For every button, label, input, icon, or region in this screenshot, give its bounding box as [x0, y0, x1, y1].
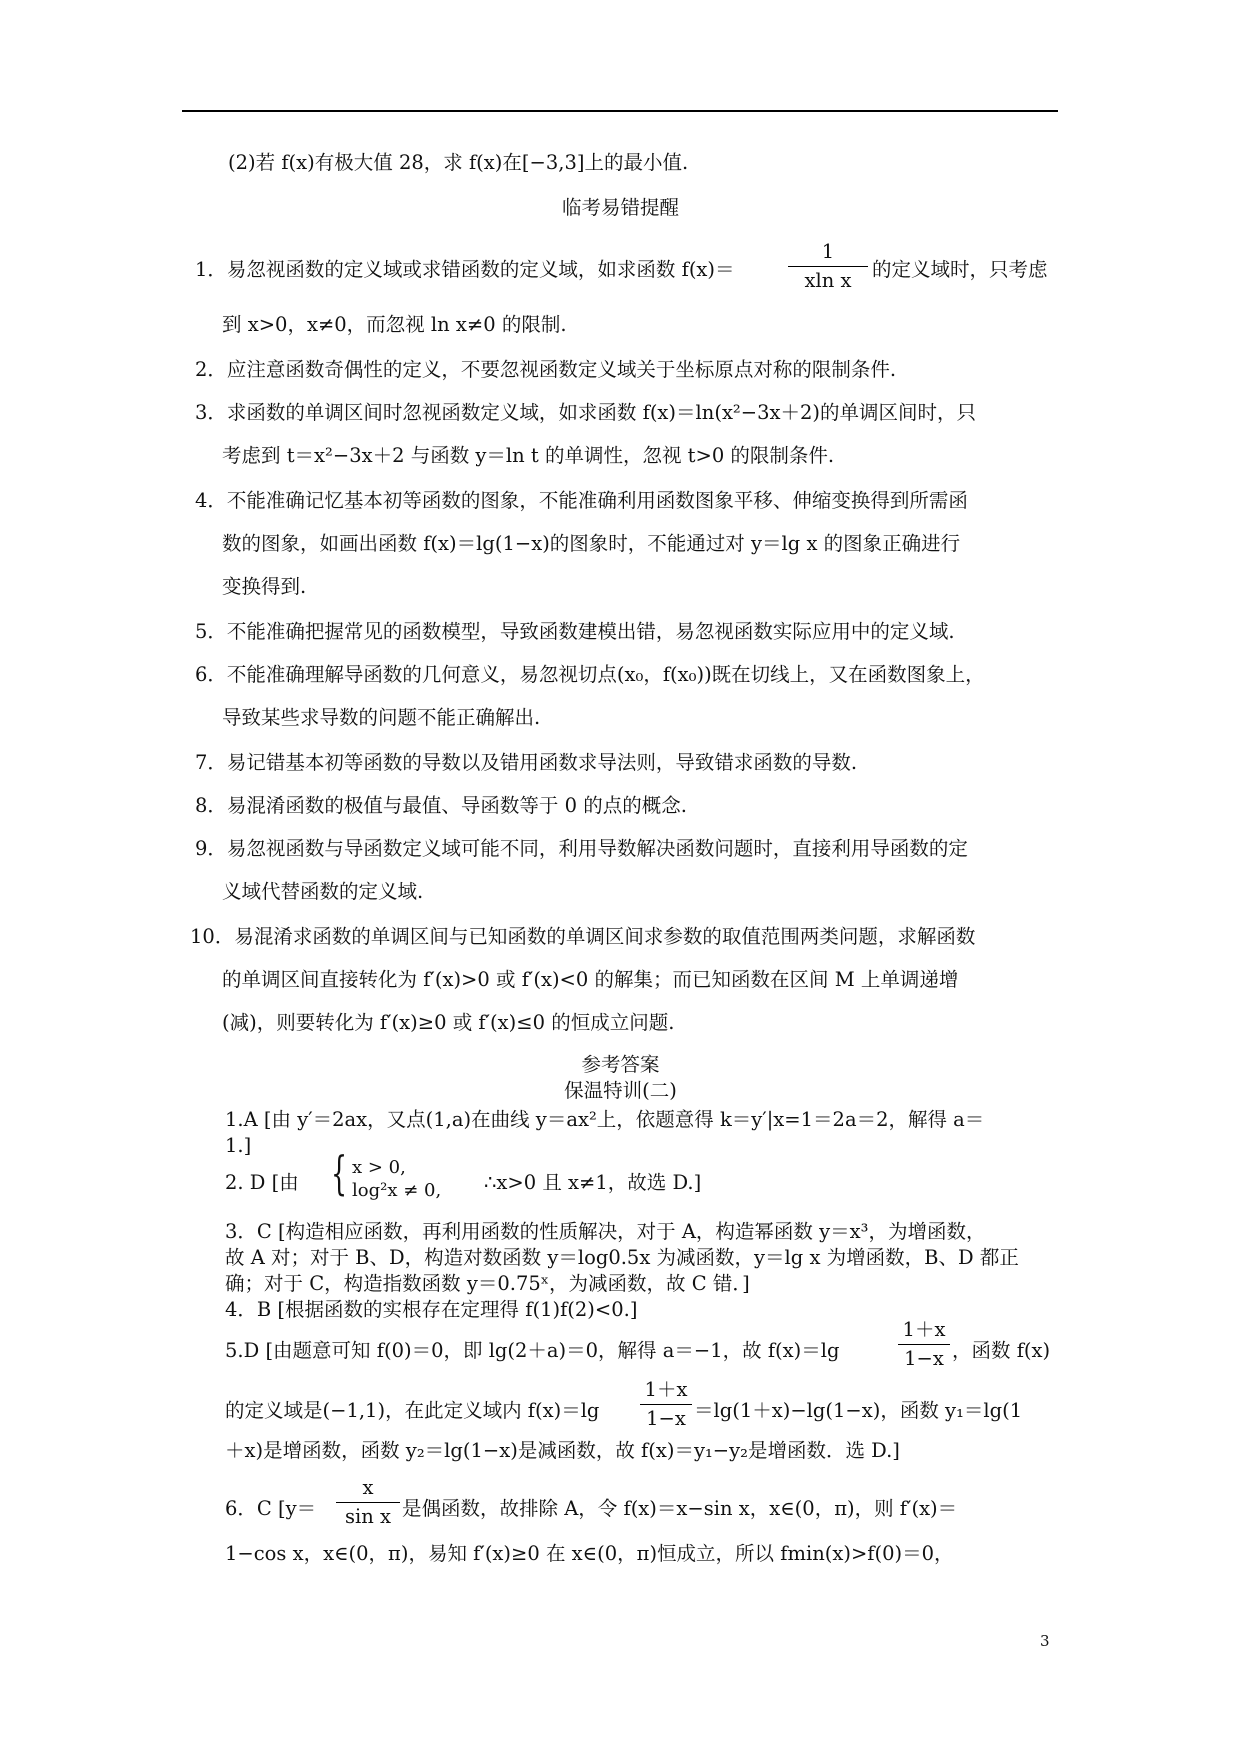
section-subtitle: 保温特训(二) — [564, 1079, 677, 1102]
answer-5-line-2: 的定义域是(−1,1)，在此定义域内 f(x)＝lg — [225, 1399, 600, 1422]
section-title-answers: 参考答案 — [581, 1053, 660, 1076]
item-10-line-2: 的单调区间直接转化为 f′(x)>0 或 f′(x)<0 的解集；而已知函数在区间 M 上单调递增 — [222, 968, 959, 991]
item-1-line-1b: 的定义域时，只考虑 — [872, 258, 1048, 281]
answer-2-label: 2. D [由 — [225, 1171, 299, 1194]
fraction-1px-over-1mx-2 — [640, 1378, 692, 1431]
fraction-1-over-xlnx — [788, 240, 868, 293]
answer-5-line-1-tail: ，函数 f(x) — [952, 1339, 1051, 1362]
item-4-line-1: 4．不能准确记忆基本初等函数的图象，不能准确利用函数图象平移、伸缩变换得到所需函 — [195, 489, 968, 512]
item-3-line-1: 3．求函数的单调区间时忽视函数定义域，如求函数 f(x)＝ln(x²−3x＋2)的单调区间时，只 — [195, 401, 977, 424]
fraction-bar — [336, 1502, 400, 1503]
answer-3-line-1: 3．C [构造相应函数，再利用函数的性质解决，对于 A，构造幂函数 y＝x³，为增函数， — [225, 1220, 986, 1243]
fraction-numerator: x — [362, 1476, 374, 1499]
item-9-line-2: 义域代替函数的定义域. — [222, 880, 424, 903]
answer-6-line-1: 6．C [y＝ — [225, 1497, 317, 1520]
fraction-denominator: xln x — [804, 269, 852, 292]
fraction-bar — [788, 266, 868, 267]
item-10-line-1: 10．易混淆求函数的单调区间与已知函数的单调区间求参数的取值范围两类问题，求解函数 — [190, 925, 976, 948]
question-part-2: (2)若 f(x)有极大值 28，求 f(x)在[−3,3]上的最小值. — [228, 151, 689, 174]
item-4-line-2: 数的图象，如画出函数 f(x)＝lg(1−x)的图象时，不能通过对 y＝lg x 的图象正确进行 — [222, 532, 961, 555]
fraction-x-over-sinx — [336, 1476, 400, 1529]
item-6-line-2: 导致某些求导数的问题不能正确解出. — [222, 706, 541, 729]
item-10-line-3: (减)，则要转化为 f′(x)≥0 或 f′(x)≤0 的恒成立问题. — [222, 1011, 675, 1034]
item-6-line-1: 6．不能准确理解导函数的几何意义，易忽视切点(x₀，f(x₀))既在切线上，又在函数图象上， — [195, 663, 985, 686]
answer-3-line-2: 故 A 对；对于 B、D，构造对数函数 y＝log0.5x 为减函数，y＝lg x 为增函数，B、D 都正 — [225, 1246, 1019, 1269]
section-title-mistakes: 临考易错提醒 — [561, 196, 679, 219]
fraction-numerator: 1＋x — [902, 1318, 946, 1341]
header-rule — [182, 110, 1058, 112]
fraction-1px-over-1mx — [898, 1318, 950, 1371]
item-9-line-1: 9．易忽视函数与导函数定义域可能不同，利用导数解决函数问题时，直接利用导函数的定 — [195, 837, 968, 860]
item-5: 5．不能准确把握常见的函数模型，导致函数建模出错，易忽视函数实际应用中的定义域. — [195, 620, 955, 643]
fraction-denominator: sin x — [345, 1505, 391, 1528]
answer-1-line-2: 1.] — [225, 1134, 252, 1157]
item-1-line-2: 到 x>0，x≠0，而忽视 ln x≠0 的限制. — [222, 313, 567, 336]
answer-2-tail: ∴x>0 且 x≠1，故选 D.] — [484, 1171, 702, 1194]
answer-5-line-1: 5.D [由题意可知 f(0)＝0，即 lg(2＋a)＝0，解得 a＝−1，故 f(x)＝lg — [225, 1339, 840, 1362]
item-1-line-1a: 1．易忽视函数的定义域或求错函数的定义域，如求函数 f(x)＝ — [195, 258, 735, 281]
page-number: 3 — [1040, 1632, 1050, 1650]
item-8: 8．易混淆函数的极值与最值、导函数等于 0 的点的概念. — [195, 794, 687, 817]
answer-5-line-3: ＋x)是增函数，函数 y₂＝lg(1−x)是减函数，故 f(x)＝y₁−y₂是增函数．选 D.] — [225, 1439, 900, 1462]
fraction-denominator: 1−x — [904, 1347, 944, 1370]
answer-6-line-1-tail: 是偶函数，故排除 A，令 f(x)＝x−sin x，x∈(0，π)，则 f′(x)＝ — [402, 1497, 958, 1520]
left-brace: { — [331, 1146, 348, 1200]
answer-2-case-1: x > 0, — [352, 1157, 406, 1178]
fraction-bar — [898, 1344, 950, 1345]
fraction-denominator: 1−x — [646, 1407, 686, 1430]
answer-2-case-2: log²x ≠ 0, — [352, 1180, 442, 1201]
fraction-bar — [640, 1404, 692, 1405]
fraction-numerator: 1 — [821, 240, 835, 263]
item-3-line-2: 考虑到 t＝x²−3x＋2 与函数 y＝ln t 的单调性，忽视 t>0 的限制条件. — [222, 444, 835, 467]
item-2: 2．应注意函数奇偶性的定义，不要忽视函数定义域关于坐标原点对称的限制条件. — [195, 358, 897, 381]
answer-4: 4．B [根据函数的实根存在定理得 f(1)f(2)<0.] — [225, 1298, 638, 1321]
item-4-line-3: 变换得到. — [222, 575, 307, 598]
answer-1-line-1: 1.A [由 y′＝2ax，又点(1,a)在曲线 y＝ax²上，依题意得 k＝y′|x=1＝2a＝2，解得 a＝ — [225, 1108, 985, 1131]
answer-3-line-3: 确；对于 C，构造指数函数 y＝0.75ˣ，为减函数，故 C 错．] — [225, 1272, 750, 1295]
answer-6-line-2: 1−cos x，x∈(0，π)，易知 f′(x)≥0 在 x∈(0，π)恒成立，所以 fmin(x)>f(0)＝0， — [225, 1542, 954, 1565]
answer-5-line-2-tail: ＝lg(1＋x)−lg(1−x)，函数 y₁＝lg(1 — [694, 1399, 1023, 1422]
item-7: 7．易记错基本初等函数的导数以及错用函数求导法则，导致错求函数的导数. — [195, 751, 858, 774]
fraction-numerator: 1＋x — [644, 1378, 688, 1401]
